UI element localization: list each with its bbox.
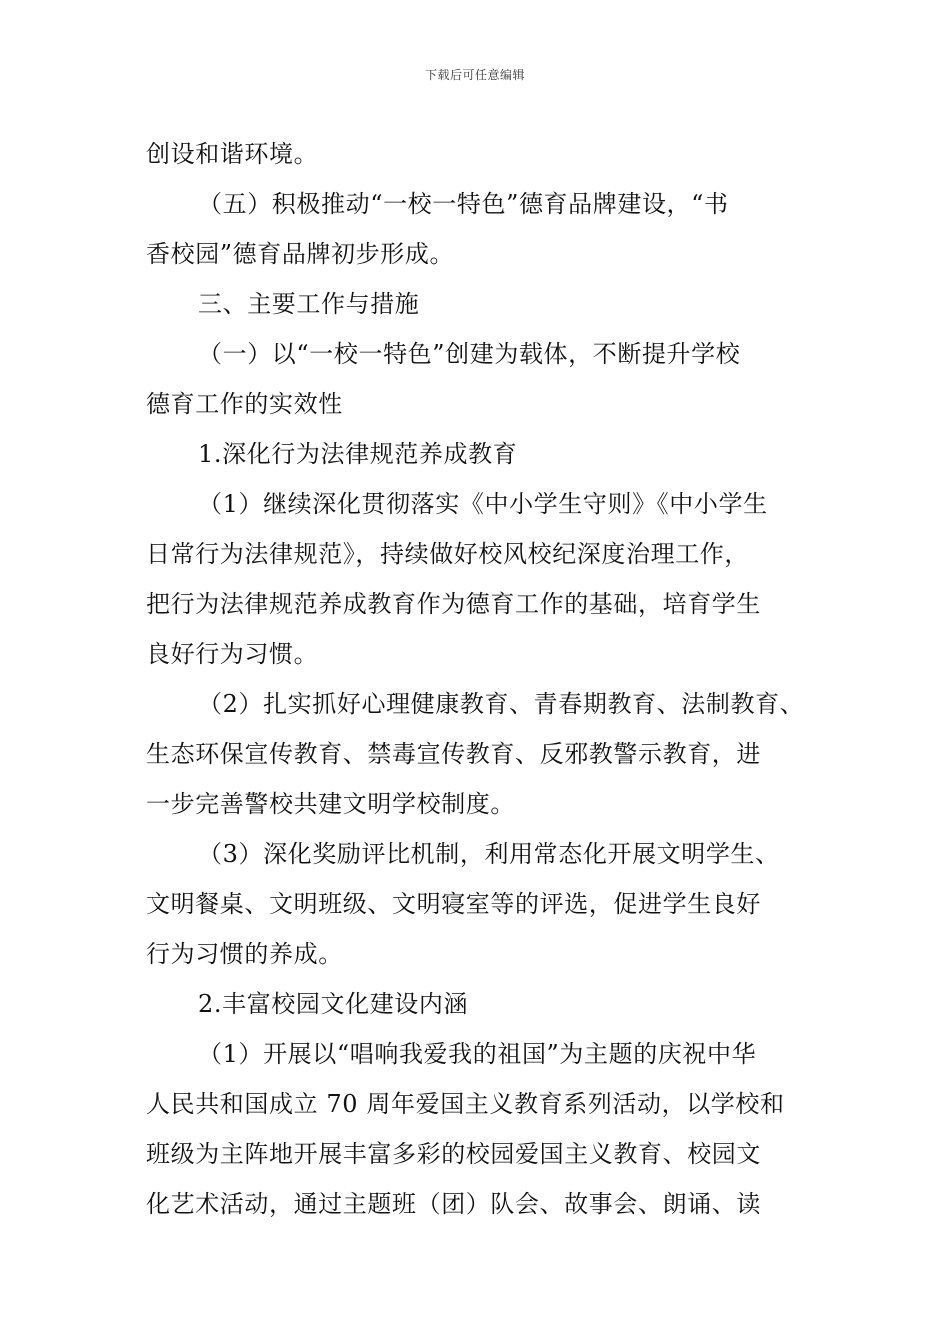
text-line: 把行为法律规范养成教育作为德育工作的基础，培育学生	[146, 590, 761, 618]
text-line: 文明餐桌、文明班级、文明寝室等的评选，促进学生良好	[146, 890, 761, 918]
text-line: 日常行为法律规范》，持续做好校风校纪深度治理工作，	[146, 540, 749, 568]
text-line: 三、主要工作与措施	[198, 290, 420, 318]
text-line: 生态环保宣传教育、禁毒宣传教育、反邪教警示教育，进	[146, 740, 761, 768]
text-line: （五）积极推动“一校一特色”德育品牌建设，“书	[198, 190, 729, 218]
text-line: 1.深化行为法律规范养成教育	[198, 440, 518, 468]
text-line: （2）扎实抓好心理健康教育、青春期教育、法制教育、	[198, 690, 805, 718]
text-line: 班级为主阵地开展丰富多彩的校园爱国主义教育、校园文	[146, 1140, 761, 1168]
text-line: （一）以“一校一特色”创建为载体，不断提升学校	[198, 340, 741, 368]
text-line: 良好行为习惯。	[146, 640, 319, 668]
text-line: 创设和谐环境。	[146, 140, 319, 168]
text-line: （3）深化奖励评比机制，利用常态化开展文明学生、	[198, 840, 780, 868]
text-line: 香校园”德育品牌初步形成。	[146, 240, 455, 268]
text-line: 2.丰富校园文化建设内涵	[198, 990, 469, 1018]
text-line: 德育工作的实效性	[146, 390, 343, 418]
text-line: 行为习惯的养成。	[146, 940, 343, 968]
document-body	[146, 129, 846, 1229]
text-line: 人民共和国成立 70 周年爱国主义教育系列活动，以学校和	[146, 1090, 785, 1118]
text-line: 一步完善警校共建文明学校制度。	[146, 790, 515, 818]
text-line: （1）开展以“唱响我爱我的祖国”为主题的庆祝中华	[198, 1040, 757, 1068]
page-header: 下载后可任意编辑	[424, 68, 525, 82]
text-line: （1）继续深化贯彻落实《中小学生守则》《中小学生	[198, 490, 768, 518]
text-line: 化艺术活动，通过主题班（团）队会、故事会、朗诵、读	[146, 1190, 761, 1218]
